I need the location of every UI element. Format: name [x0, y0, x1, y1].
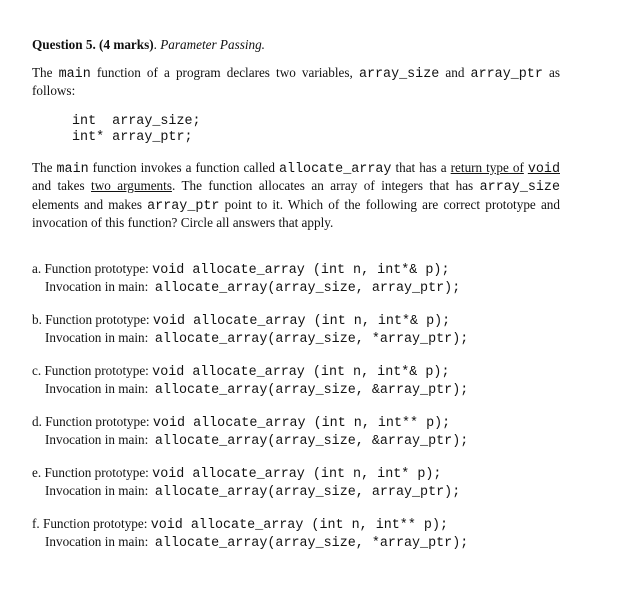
- text-segment: function of a program declares two variables,: [90, 65, 359, 80]
- text-segment: The: [32, 65, 59, 80]
- text-segment: elements and makes: [32, 196, 148, 212]
- prototype-label: Function prototype:: [45, 312, 150, 328]
- question-marks: (4 marks): [99, 37, 154, 52]
- task-paragraph: [32, 160, 560, 232]
- invocation-code: allocate_array(array_size, *array_ptr);: [154, 332, 469, 348]
- option-a[interactable]: [32, 261, 560, 297]
- prototype-code: void allocate_array (int n, int*& p);: [152, 314, 451, 330]
- option-d[interactable]: [32, 414, 560, 450]
- text-segment: and: [439, 65, 471, 80]
- option-letter: c.: [32, 363, 42, 379]
- invocation-code: allocate_array(array_size, &array_ptr);: [154, 434, 469, 450]
- code-block: [72, 114, 560, 146]
- prototype-code: void allocate_array (int n, int** p);: [152, 416, 451, 432]
- inline-code: array_ptr: [470, 67, 543, 82]
- invocation-label: Invocation in main:: [45, 381, 149, 397]
- invocation-label: Invocation in main:: [45, 534, 149, 550]
- option-letter: b.: [32, 312, 42, 328]
- invocation-code: allocate_array(array_size, &array_ptr);: [154, 383, 469, 399]
- text-segment: The: [32, 159, 57, 175]
- option-letter: d.: [32, 414, 42, 430]
- question-number: Question 5.: [32, 37, 96, 52]
- option-c[interactable]: [32, 363, 560, 399]
- inline-code: allocate_array: [278, 161, 392, 177]
- question-topic: Parameter Passing.: [160, 37, 265, 52]
- inline-code: array_size: [479, 180, 560, 196]
- option-letter: e.: [32, 465, 42, 481]
- text-segment: . The function allocates an array of integers that has: [171, 178, 480, 194]
- code-line: int array_size;: [72, 113, 201, 129]
- invocation-code: allocate_array(array_size, array_ptr);: [154, 485, 461, 501]
- invocation-label: Invocation in main:: [45, 279, 149, 295]
- prototype-code: void allocate_array (int n, int* p);: [152, 467, 442, 483]
- invocation-label: Invocation in main:: [45, 483, 149, 499]
- text-segment: two arguments: [91, 178, 172, 194]
- prototype-code: void allocate_array (int n, int*& p);: [152, 263, 450, 279]
- inline-code: array_size: [358, 67, 440, 82]
- question-title: Question 5. (4 marks). Parameter Passing.: [32, 37, 265, 52]
- prototype-label: Function prototype:: [43, 516, 148, 532]
- prototype-label: Function prototype:: [44, 363, 149, 379]
- invocation-label: Invocation in main:: [45, 432, 149, 448]
- option-letter: a.: [32, 261, 42, 277]
- invocation-code: allocate_array(array_size, *array_ptr);: [154, 536, 469, 552]
- text-segment: return type of: [450, 159, 524, 175]
- prototype-code: void allocate_array (int n, int** p);: [150, 518, 449, 534]
- prototype-label: Function prototype:: [44, 465, 149, 481]
- invocation-code: allocate_array(array_size, array_ptr);: [154, 281, 461, 297]
- text-segment: that has a: [391, 159, 451, 175]
- prototype-code: void allocate_array (int n, int*& p);: [152, 365, 450, 381]
- text-segment: and takes: [32, 178, 92, 194]
- intro-paragraph: [32, 65, 560, 100]
- option-letter: f.: [32, 516, 40, 532]
- invocation-label: Invocation in main:: [45, 330, 149, 346]
- option-b[interactable]: [32, 312, 560, 348]
- inline-code: array_ptr: [147, 198, 220, 214]
- option-f[interactable]: [32, 516, 560, 552]
- answer-options: [32, 261, 560, 552]
- prototype-label: Function prototype:: [44, 261, 149, 277]
- inline-code: main: [58, 67, 91, 82]
- prototype-label: Function prototype:: [45, 414, 150, 430]
- text-segment: as follows:: [32, 65, 560, 99]
- code-line: int* array_ptr;: [72, 129, 193, 145]
- text-segment: function invokes a function called: [88, 159, 279, 175]
- text-segment: point to it. Which of the following are correct prototype and invocation of this function? Circle all answers that apply.: [32, 196, 560, 231]
- option-e[interactable]: [32, 465, 560, 501]
- inline-code: void: [527, 161, 560, 177]
- inline-code: main: [56, 161, 89, 177]
